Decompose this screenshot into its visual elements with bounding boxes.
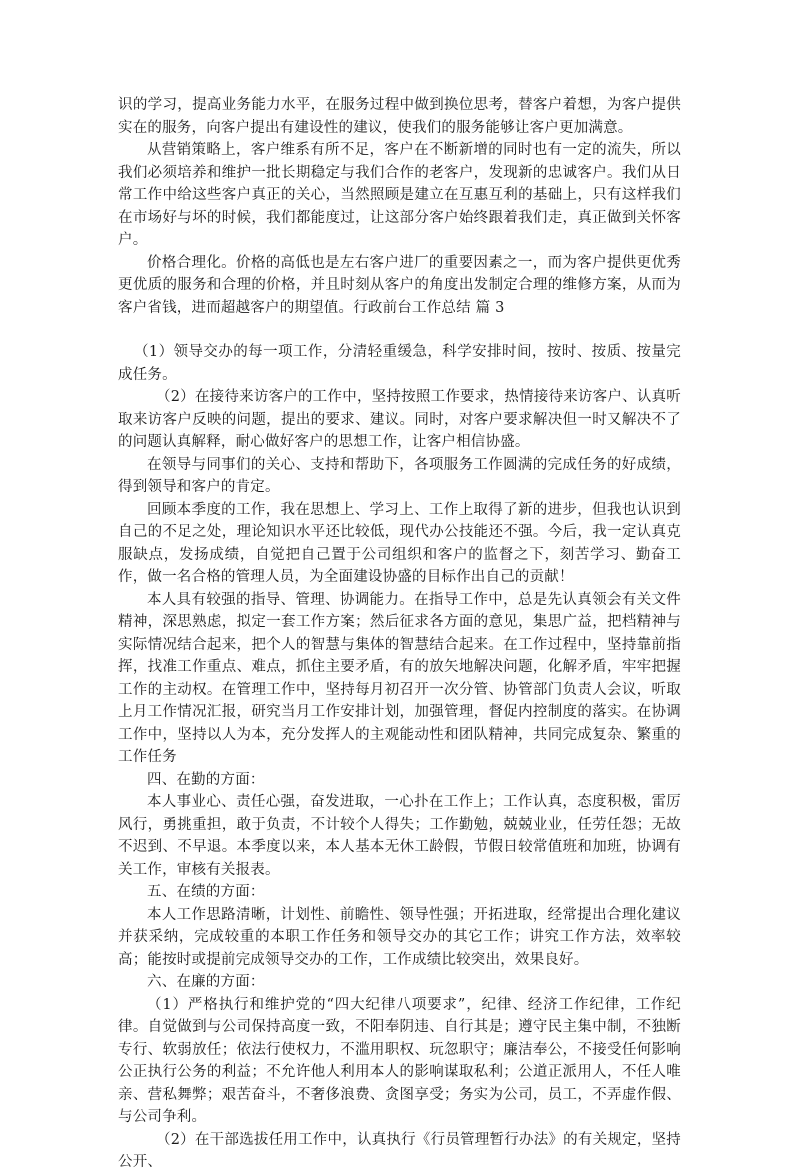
paragraph-gap bbox=[118, 319, 681, 341]
paragraph-price-rationalization: 价格合理化。价格的高低也是左右客户进厂的重要因素之一，而为客户提供更优秀更优质的服务和合理的价格，并且时刻从客户的角度出发制定合理的维修方案，从而为客户省钱，进而超越客户的期望值。行政前台工作总结 篇 3 bbox=[118, 254, 681, 316]
section-heading-diligence: 四、在勤的方面： bbox=[147, 771, 265, 788]
paragraph-item-2: （2）在接待来访客户的工作中，坚持按照工作要求，热情接待来访客户、认真听取来访客户反映的问题，提出的要求、建议。同时，对客户要求解决但一时又解决不了的问题认真解释，耐心做好客户的思想工作，让客户相信协盛。 bbox=[118, 389, 681, 450]
paragraph-support: 在领导与同事们的关心、支持和帮助下，各项服务工作圆满的完成任务的好成绩，得到领导和客户的肯定。 bbox=[118, 456, 681, 495]
paragraph-integrity-1: （1）严格执行和维护党的“四大纪律八项要求”，纪律、经济工作纪律，工作纪律。自觉做到与公司保持高度一致，不阳奉阴违、自行其是；遵守民主集中制，不独断专行、软弱放任；依法行使权力，不滥用职权、玩忽职守；廉洁奉公，不接受任何影响公正执行公务的利益；不允许他人利用本人的影响谋取私利；公道正派用人，不任人唯亲、营私舞弊；艰苦奋斗，不奢侈浪费、贪图享受；务实为公司，员工，不弄虚作假、与公司争利。 bbox=[118, 996, 681, 1125]
paragraph-item-1: （1）领导交办的每一项工作，分清轻重缓急，科学安排时间，按时、按质、按量完成任务。 bbox=[118, 344, 681, 383]
document-body bbox=[118, 94, 681, 1174]
paragraph-ability: 本人具有较强的指导、管理、协调能力。在指导工作中，总是先认真领会有关文件精神，深思熟虑，拟定一套工作方案；然后征求各方面的意见，集思广益，把档精神与实际情况结合起来，把个人的智慧与集体的智慧结合起来。在工作过程中，坚持靠前指挥，找准工作重点、难点，抓住主要矛盾，有的放矢地解决问题，化解矛盾，牢牢把握工作的主动权。在管理工作中，坚持每月初召开一次分管、协管部门负责人会议，听取上月工作情况汇报，研究当月工作安排计划，加强管理，督促内控制度的落实。在协调工作中，坚持以人为本，充分发挥人的主观能动性和团队精神，共同完成复杂、繁重的工作任务 bbox=[118, 591, 681, 765]
paragraph-performance: 本人工作思路清晰，计划性、前瞻性、领导性强；开拓进取，经常提出合理化建议并获采纳，完成较重的本职工作任务和领导交办的其它工作；讲究工作方法，效率较高；能按时或提前完成领导交办的工作，工作成绩比较突出，效果良好。 bbox=[118, 906, 681, 968]
paragraph-diligence: 本人事业心、责任心强，奋发进取，一心扑在工作上；工作认真，态度积极，雷厉风行，勇挑重担，敢于负责，不计较个人得失；工作勤勉，兢兢业业，任劳任怨；无故不迟到、不早退。本季度以来，本人基本无休工龄假，节假日较常值班和加班，协调有关工作，审核有关报表。 bbox=[118, 794, 681, 878]
section-heading-performance: 五、在绩的方面： bbox=[147, 884, 265, 900]
paragraph-marketing-strategy: 从营销策略上，客户维系有所不足，客户在不断新增的同时也有一定的流失，所以我们必须培养和维护一批长期稳定与我们合作的老客户，发现新的忠诚客户。我们从日常工作中给这些客户真正的关心，当然照顾是建立在互惠互利的基础上，只有这样我们在市场好与坏的时候，我们都能度过，让这部分客户始终跟着我们走，真正做到关怀客户。 bbox=[118, 142, 681, 248]
paragraph-integrity-2: （2）在干部选拔任用工作中，认真执行《行员管理暂行办法》的有关规定，坚持公开、 bbox=[118, 1131, 681, 1170]
section-heading-integrity: 六、在廉的方面： bbox=[147, 974, 265, 990]
paragraph-service-learning: 识的学习，提高业务能力水平，在服务过程中做到换位思考，替客户着想，为客户提供实在的服务，向客户提出有建设性的建议，使我们的服务能够让客户更加满意。 bbox=[118, 97, 681, 136]
paragraph-review: 回顾本季度的工作，我在思想上、学习上、工作上取得了新的进步，但我也认识到自己的不足之处，理论知识水平还比较低，现代办公技能还不强。今后，我一定认真克服缺点，发扬成绩，自觉把自己置于公司组织和客户的监督之下，刻苦学习、勤奋工作，做一名合格的管理人员，为全面建设协盛的目标作出自己的贡献！ bbox=[118, 501, 681, 585]
